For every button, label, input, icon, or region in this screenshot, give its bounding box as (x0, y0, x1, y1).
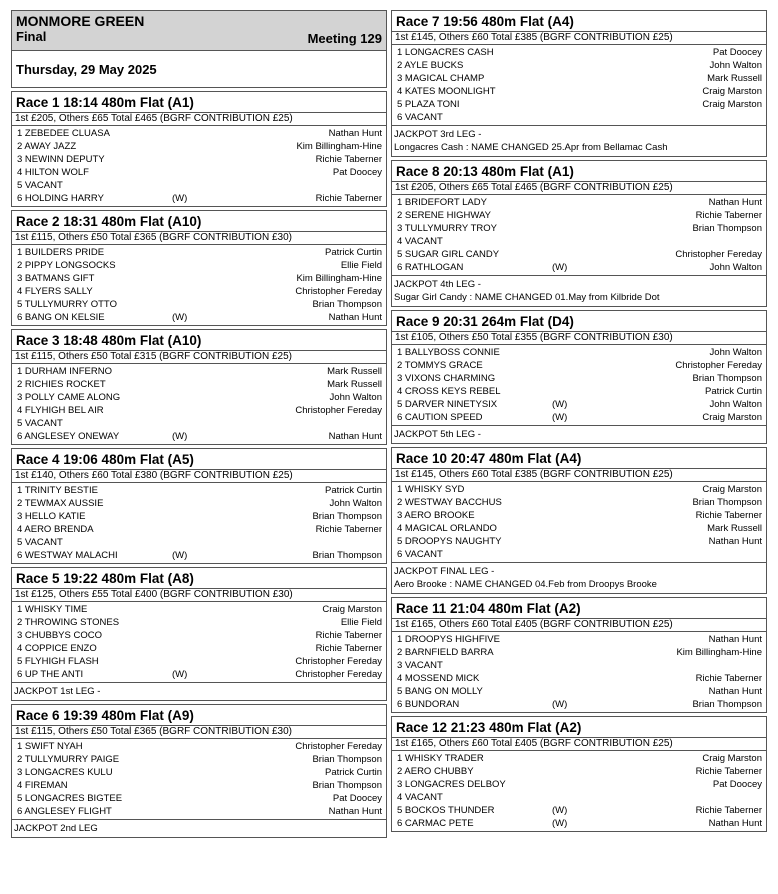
runner-row (12, 259, 386, 272)
race-card (391, 310, 767, 444)
runner-name: 5 SUGAR GIRL CANDY (397, 249, 500, 260)
trainer-name: Richie Taberner (315, 524, 382, 535)
race-card (391, 716, 767, 832)
runner-list (12, 483, 386, 563)
trainer-name: Craig Marston (702, 99, 762, 110)
trainer-name: Craig Marston (702, 484, 762, 495)
runner-row (12, 779, 386, 792)
race-prize: 1st £205, Others £65 Total £465 (BGRF CONTRIBUTION £25) (12, 113, 386, 126)
runner-row (392, 261, 766, 274)
runner-name: 3 BATMANS GIFT (17, 273, 95, 284)
jackpot-line: JACKPOT 5th LEG - (394, 429, 481, 440)
trainer-name: Nathan Hunt (708, 686, 762, 697)
race-card (11, 91, 387, 207)
runner-row (392, 817, 766, 830)
trainer-name: Christopher Fereday (295, 669, 382, 680)
runner-row (12, 523, 386, 536)
jackpot-line: Longacres Cash : NAME CHANGED 25.Apr from Bellamac Cash (394, 142, 668, 153)
runner-row (12, 378, 386, 391)
runner-row (12, 272, 386, 285)
runner-name: 3 LONGACRES DELBOY (397, 779, 506, 790)
runner-row (12, 166, 386, 179)
right-race-list (391, 10, 767, 832)
trainer-name: Kim Billingham-Hine (296, 273, 382, 284)
runner-row (392, 398, 766, 411)
runner-name: 6 BANG ON KELSIE (17, 312, 105, 323)
trainer-name: Christopher Fereday (295, 656, 382, 667)
race-prize: 1st £145, Others £60 Total £385 (BGRF CONTRIBUTION £25) (392, 469, 766, 482)
wide-runner-flag: (W) (172, 669, 188, 680)
trainer-name: Pat Doocey (332, 793, 382, 804)
trainer-name: Christopher Fereday (675, 249, 762, 260)
trainer-name: Richie Taberner (695, 210, 762, 221)
runner-row (392, 659, 766, 672)
meeting-date: Thursday, 29 May 2025 (16, 62, 157, 77)
wide-runner-flag: (W) (552, 262, 568, 273)
wide-runner-flag: (W) (172, 193, 188, 204)
trainer-name: Richie Taberner (315, 193, 382, 204)
left-column (11, 10, 387, 841)
runner-list (392, 345, 766, 425)
runner-name: 2 SERENE HIGHWAY (397, 210, 491, 221)
runner-name: 5 TULLYMURRY OTTO (17, 299, 117, 310)
race-prize: 1st £115, Others £50 Total £315 (BGRF CONTRIBUTION £25) (12, 351, 386, 364)
runner-row (392, 111, 766, 124)
trainer-name: Ellie Field (340, 260, 382, 271)
race-title: Race 12 21:23 480m Flat (A2) (392, 717, 766, 738)
runner-name: 1 BUILDERS PRIDE (17, 247, 105, 258)
runner-row (392, 346, 766, 359)
runner-name: 1 BRIDEFORT LADY (397, 197, 487, 208)
runner-name: 2 RICHIES ROCKET (17, 379, 106, 390)
runner-row (12, 285, 386, 298)
trainer-name: Brian Thompson (312, 511, 382, 522)
runner-name: 2 TOMMYS GRACE (397, 360, 483, 371)
trainer-name: Christopher Fereday (295, 405, 382, 416)
runner-row (12, 404, 386, 417)
trainer-name: John Walton (329, 392, 382, 403)
trainer-name: Richie Taberner (315, 630, 382, 641)
runner-name: 4 MOSSEND MICK (397, 673, 480, 684)
runner-name: 1 ZEBEDEE CLUASA (17, 128, 110, 139)
stage-label: Final (16, 29, 47, 44)
runner-row (12, 140, 386, 153)
runner-name: 1 DURHAM INFERNO (17, 366, 113, 377)
jackpot-line: Sugar Girl Candy : NAME CHANGED 01.May from Kilbride Dot (394, 292, 660, 303)
runner-row (392, 372, 766, 385)
trainer-name: Richie Taberner (315, 643, 382, 654)
runner-name: 3 AERO BROOKE (397, 510, 475, 521)
trainer-name: Patrick Curtin (324, 485, 382, 496)
trainer-name: Nathan Hunt (708, 197, 762, 208)
runner-row (12, 497, 386, 510)
runner-name: 5 LONGACRES BIGTEE (17, 793, 123, 804)
runner-row (12, 192, 386, 205)
runner-row (392, 509, 766, 522)
trainer-name: Craig Marston (702, 412, 762, 423)
runner-name: 5 FLYHIGH FLASH (17, 656, 99, 667)
wide-runner-flag: (W) (172, 312, 188, 323)
runner-name: 3 VIXONS CHARMING (397, 373, 496, 384)
runner-row (12, 805, 386, 818)
jackpot-note (392, 125, 766, 156)
runner-name: 1 SWIFT NYAH (17, 741, 83, 752)
race-card (11, 210, 387, 326)
race-title: Race 1 18:14 480m Flat (A1) (12, 92, 386, 113)
runner-name: 6 ANGLESEY FLIGHT (17, 806, 112, 817)
runner-name: 3 MAGICAL CHAMP (397, 73, 485, 84)
race-card (11, 448, 387, 564)
wide-runner-flag: (W) (552, 805, 568, 816)
trainer-name: Nathan Hunt (328, 128, 382, 139)
runner-list (12, 245, 386, 325)
runner-name: 2 AERO CHUBBY (397, 766, 474, 777)
runner-name: 2 BARNFIELD BARRA (397, 647, 494, 658)
trainer-name: Christopher Fereday (295, 741, 382, 752)
jackpot-note (392, 425, 766, 443)
runner-row (392, 548, 766, 561)
trainer-name: Brian Thompson (692, 497, 762, 508)
trainer-name: Nathan Hunt (708, 536, 762, 547)
runner-row (12, 298, 386, 311)
race-prize: 1st £165, Others £60 Total £405 (BGRF CONTRIBUTION £25) (392, 619, 766, 632)
trainer-name: Richie Taberner (695, 673, 762, 684)
runner-row (12, 246, 386, 259)
trainer-name: Mark Russell (707, 73, 762, 84)
runner-name: 3 POLLY CAME ALONG (17, 392, 121, 403)
runner-name: 6 WESTWAY MALACHI (17, 550, 118, 561)
trainer-name: Brian Thompson (692, 223, 762, 234)
runner-row (12, 484, 386, 497)
runner-name: 6 RATHLOGAN (397, 262, 464, 273)
runner-row (12, 616, 386, 629)
runner-name: 2 THROWING STONES (17, 617, 120, 628)
trainer-name: Craig Marston (322, 604, 382, 615)
race-prize: 1st £145, Others £60 Total £385 (BGRF CONTRIBUTION £25) (392, 32, 766, 45)
runner-row (12, 753, 386, 766)
race-card (11, 567, 387, 701)
runner-row (12, 391, 386, 404)
runner-row (392, 209, 766, 222)
runner-name: 2 TULLYMURRY PAIGE (17, 754, 120, 765)
runner-list (392, 45, 766, 125)
runner-row (392, 98, 766, 111)
runner-row (392, 496, 766, 509)
runner-name: 6 CARMAC PETE (397, 818, 474, 829)
trainer-name: Craig Marston (702, 86, 762, 97)
trainer-name: Pat Doocey (332, 167, 382, 178)
runner-name: 4 KATES MOONLIGHT (397, 86, 496, 97)
runner-row (392, 248, 766, 261)
runner-name: 5 BANG ON MOLLY (397, 686, 483, 697)
runner-row (12, 430, 386, 443)
runner-row (12, 629, 386, 642)
runner-name: 6 VACANT (397, 112, 443, 123)
race-prize: 1st £115, Others £50 Total £365 (BGRF CONTRIBUTION £30) (12, 726, 386, 739)
race-prize: 1st £125, Others £55 Total £400 (BGRF CONTRIBUTION £30) (12, 589, 386, 602)
runner-name: 1 WHISKY TRADER (397, 753, 484, 764)
runner-row (12, 603, 386, 616)
runner-name: 6 CAUTION SPEED (397, 412, 483, 423)
runner-row (392, 72, 766, 85)
trainer-name: Nathan Hunt (708, 818, 762, 829)
trainer-name: Pat Doocey (712, 47, 762, 58)
trainer-name: Craig Marston (702, 753, 762, 764)
race-title: Race 4 19:06 480m Flat (A5) (12, 449, 386, 470)
wide-runner-flag: (W) (172, 431, 188, 442)
runner-name: 2 WESTWAY BACCHUS (397, 497, 502, 508)
race-title: Race 7 19:56 480m Flat (A4) (392, 11, 766, 32)
trainer-name: Patrick Curtin (324, 247, 382, 258)
runner-row (12, 311, 386, 324)
race-title: Race 11 21:04 480m Flat (A2) (392, 598, 766, 619)
race-title: Race 6 19:39 480m Flat (A9) (12, 705, 386, 726)
runner-row (392, 59, 766, 72)
runner-name: 6 BUNDORAN (397, 699, 460, 710)
runner-name: 5 DARVER NINETYSIX (397, 399, 498, 410)
trainer-name: Brian Thompson (692, 699, 762, 710)
runner-row (12, 655, 386, 668)
runner-list (392, 482, 766, 562)
runner-name: 3 TULLYMURRY TROY (397, 223, 497, 234)
trainer-name: Nathan Hunt (328, 312, 382, 323)
runner-row (12, 179, 386, 192)
trainer-name: Nathan Hunt (328, 806, 382, 817)
trainer-name: Richie Taberner (695, 766, 762, 777)
jackpot-line: JACKPOT FINAL LEG - (394, 566, 495, 577)
runner-row (392, 522, 766, 535)
trainer-name: Nathan Hunt (708, 634, 762, 645)
trainer-name: Christopher Fereday (675, 360, 762, 371)
runner-row (12, 365, 386, 378)
runner-name: 1 TRINITY BESTIE (17, 485, 98, 496)
venue-name: MONMORE GREEN (16, 13, 145, 29)
runner-name: 3 HELLO KATIE (17, 511, 86, 522)
race-prize: 1st £165, Others £60 Total £405 (BGRF CONTRIBUTION £25) (392, 738, 766, 751)
race-prize: 1st £115, Others £50 Total £365 (BGRF CONTRIBUTION £30) (12, 232, 386, 245)
trainer-name: Patrick Curtin (324, 767, 382, 778)
runner-row (392, 752, 766, 765)
runner-row (392, 385, 766, 398)
jackpot-note (392, 275, 766, 306)
runner-list (392, 195, 766, 275)
race-card (391, 10, 767, 157)
runner-name: 5 BOCKOS THUNDER (397, 805, 495, 816)
runner-name: 1 WHISKY SYD (397, 484, 465, 495)
runner-row (392, 359, 766, 372)
runner-name: 4 FLYERS SALLY (17, 286, 93, 297)
race-prize: 1st £105, Others £50 Total £355 (BGRF CONTRIBUTION £30) (392, 332, 766, 345)
runner-name: 2 TEWMAX AUSSIE (17, 498, 104, 509)
runner-row (392, 196, 766, 209)
runner-name: 4 MAGICAL ORLANDO (397, 523, 497, 534)
race-title: Race 5 19:22 480m Flat (A8) (12, 568, 386, 589)
runner-row (392, 698, 766, 711)
trainer-name: Nathan Hunt (328, 431, 382, 442)
left-race-list (11, 91, 387, 838)
runner-row (392, 411, 766, 424)
header-banner (12, 11, 386, 51)
trainer-name: Patrick Curtin (704, 386, 762, 397)
runner-name: 1 WHISKY TIME (17, 604, 88, 615)
runner-name: 1 BALLYBOSS CONNIE (397, 347, 500, 358)
trainer-name: John Walton (709, 60, 762, 71)
race-title: Race 2 18:31 480m Flat (A10) (12, 211, 386, 232)
race-prize: 1st £205, Others £65 Total £465 (BGRF CONTRIBUTION £25) (392, 182, 766, 195)
runner-row (392, 778, 766, 791)
runner-name: 6 ANGLESEY ONEWAY (17, 431, 120, 442)
runner-row (12, 510, 386, 523)
trainer-name: Christopher Fereday (295, 286, 382, 297)
trainer-name: Richie Taberner (315, 154, 382, 165)
runner-name: 4 CROSS KEYS REBEL (397, 386, 501, 397)
race-card (391, 160, 767, 307)
runner-name: 2 AWAY JAZZ (17, 141, 77, 152)
runner-list (392, 632, 766, 712)
runner-name: 5 VACANT (17, 180, 63, 191)
runner-name: 5 DROOPYS NAUGHTY (397, 536, 502, 547)
runner-name: 2 PIPPY LONGSOCKS (17, 260, 116, 271)
trainer-name: Brian Thompson (312, 754, 382, 765)
runner-row (392, 235, 766, 248)
runner-name: 4 FIREMAN (17, 780, 68, 791)
trainer-name: Brian Thompson (312, 780, 382, 791)
meeting-header (11, 10, 387, 88)
runner-name: 6 VACANT (397, 549, 443, 560)
trainer-name: Pat Doocey (712, 779, 762, 790)
trainer-name: Richie Taberner (695, 805, 762, 816)
right-column (391, 10, 767, 835)
jackpot-note (12, 682, 386, 700)
runner-name: 3 NEWINN DEPUTY (17, 154, 105, 165)
race-card (11, 704, 387, 838)
race-title: Race 8 20:13 480m Flat (A1) (392, 161, 766, 182)
wide-runner-flag: (W) (552, 412, 568, 423)
runner-row (12, 549, 386, 562)
wide-runner-flag: (W) (172, 550, 188, 561)
trainer-name: Brian Thompson (692, 373, 762, 384)
jackpot-line: JACKPOT 1st LEG - (14, 686, 101, 697)
runner-row (392, 791, 766, 804)
jackpot-line: JACKPOT 3rd LEG - (394, 129, 482, 140)
race-title: Race 9 20:31 264m Flat (D4) (392, 311, 766, 332)
trainer-name: Kim Billingham-Hine (296, 141, 382, 152)
runner-row (12, 536, 386, 549)
runner-list (392, 751, 766, 831)
runner-row (12, 766, 386, 779)
runner-name: 5 VACANT (17, 537, 63, 548)
runner-row (392, 46, 766, 59)
runner-name: 6 UP THE ANTI (17, 669, 84, 680)
jackpot-line: Aero Brooke : NAME CHANGED 04.Feb from Droopys Brooke (394, 579, 657, 590)
trainer-name: Mark Russell (327, 379, 382, 390)
runner-name: 4 COPPICE ENZO (17, 643, 97, 654)
trainer-name: John Walton (709, 399, 762, 410)
runner-name: 3 CHUBBYS COCO (17, 630, 102, 641)
runner-name: 4 VACANT (397, 792, 443, 803)
runner-row (12, 127, 386, 140)
runner-row (392, 804, 766, 817)
runner-row (392, 685, 766, 698)
race-card (391, 597, 767, 713)
runner-name: 4 AERO BRENDA (17, 524, 94, 535)
runner-name: 5 VACANT (17, 418, 63, 429)
runner-list (12, 364, 386, 444)
runner-row (392, 646, 766, 659)
runner-name: 1 DROOPYS HIGHFIVE (397, 634, 500, 645)
jackpot-note (392, 562, 766, 593)
runner-row (392, 672, 766, 685)
trainer-name: John Walton (709, 347, 762, 358)
runner-row (392, 222, 766, 235)
jackpot-line: JACKPOT 4th LEG - (394, 279, 481, 290)
race-card (11, 329, 387, 445)
runner-list (12, 602, 386, 682)
trainer-name: Kim Billingham-Hine (676, 647, 762, 658)
runner-row (12, 153, 386, 166)
wide-runner-flag: (W) (552, 399, 568, 410)
trainer-name: Brian Thompson (312, 550, 382, 561)
wide-runner-flag: (W) (552, 699, 568, 710)
runner-row (392, 483, 766, 496)
race-title: Race 10 20:47 480m Flat (A4) (392, 448, 766, 469)
runner-name: 3 LONGACRES KULU (17, 767, 113, 778)
trainer-name: Mark Russell (327, 366, 382, 377)
runner-name: 2 AYLE BUCKS (397, 60, 464, 71)
runner-name: 4 HILTON WOLF (17, 167, 89, 178)
runner-row (392, 765, 766, 778)
runner-row (12, 668, 386, 681)
jackpot-line: JACKPOT 2nd LEG (14, 823, 98, 834)
trainer-name: Richie Taberner (695, 510, 762, 521)
runner-row (392, 535, 766, 548)
runner-row (392, 633, 766, 646)
runner-row (12, 642, 386, 655)
runner-name: 3 VACANT (397, 660, 443, 671)
runner-list (12, 739, 386, 819)
trainer-name: Brian Thompson (312, 299, 382, 310)
runner-name: 4 VACANT (397, 236, 443, 247)
trainer-name: John Walton (709, 262, 762, 273)
meeting-number: Meeting 129 (307, 31, 382, 46)
runner-row (392, 85, 766, 98)
runner-name: 5 PLAZA TONI (397, 99, 460, 110)
jackpot-note (12, 819, 386, 837)
runner-row (12, 740, 386, 753)
runner-list (12, 126, 386, 206)
race-title: Race 3 18:48 480m Flat (A10) (12, 330, 386, 351)
race-card (391, 447, 767, 594)
runner-row (12, 792, 386, 805)
runner-row (12, 417, 386, 430)
wide-runner-flag: (W) (552, 818, 568, 829)
runner-name: 4 FLYHIGH BEL AIR (17, 405, 104, 416)
race-prize: 1st £140, Others £60 Total £380 (BGRF CONTRIBUTION £25) (12, 470, 386, 483)
runner-name: 6 HOLDING HARRY (17, 193, 104, 204)
trainer-name: Ellie Field (340, 617, 382, 628)
trainer-name: Mark Russell (707, 523, 762, 534)
trainer-name: John Walton (329, 498, 382, 509)
runner-name: 1 LONGACRES CASH (397, 47, 494, 58)
